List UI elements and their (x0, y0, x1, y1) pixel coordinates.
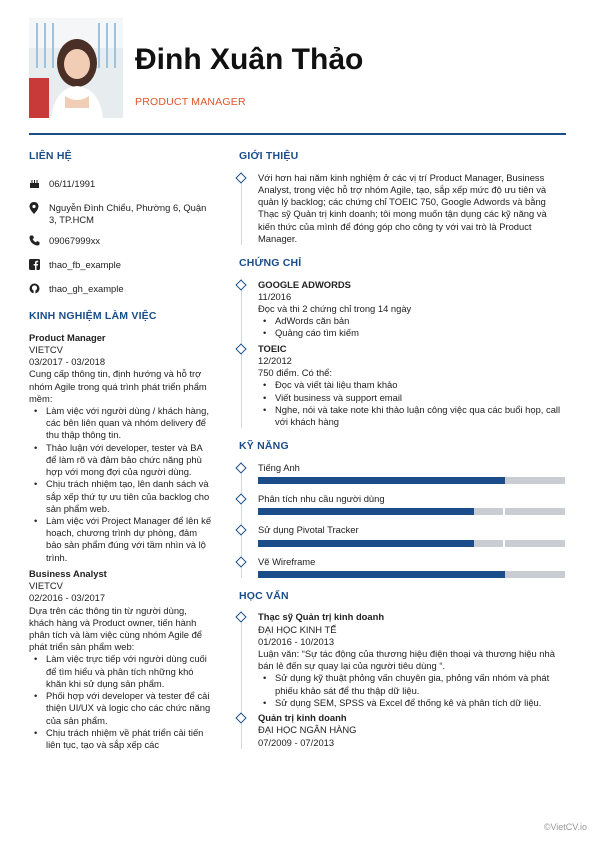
certificate-item (258, 343, 566, 429)
contact-list (29, 178, 214, 298)
certificate-bullet: • Đọc và viết tài liệu tham khảo (258, 379, 566, 391)
education-school: ĐẠI HỌC NGÂN HÀNG (258, 724, 357, 736)
certificate-bullet: • Nghe, nói và take note khi thảo luận công việc qua các buổi họp, call với khách hàng (258, 404, 566, 428)
certificate-name: GOOGLE ADWORDS (258, 278, 351, 290)
job-company: VIETCV (29, 343, 63, 355)
job-period: 03/2017 - 03/2018 (29, 356, 106, 368)
about-text: Với hơn hai năm kinh nghiệm ở các vị trí Product Manager, Business Analyst, trong việc hỗ trợ nhóm Agile, tạo, sắp xếp mức độ ưu tiên và quản lý backlog; các chứng chỉ TOEIC 750, Google Adwords và bằng Thạc sỹ Quản trị kinh doanh; tôi mong muốn tận dụng các kỹ năng và kiến thức của mình để đóng góp cho công ty với vai trò là Product Manager. (258, 171, 547, 244)
skill-label: Sử dụng Pivotal Tracker (258, 524, 359, 536)
job-bullet: • Thảo luận với developer, tester và BA để làm rõ và đảm bảo chức năng phù hợp với mong đợi của người dùng. (29, 442, 214, 479)
timeline-diamond-icon (235, 712, 246, 723)
education-period: 07/2009 - 07/2013 (258, 736, 335, 748)
education-school: ĐẠI HỌC KINH TẾ (258, 623, 337, 635)
skill-level-bar (258, 571, 567, 578)
certificate-description: Đọc và thi 2 chứng chỉ trong 14 ngày (258, 303, 412, 315)
contact-birthday (29, 178, 214, 193)
timeline-diamond-icon (235, 556, 246, 567)
skill-label: Vẽ Wireframe (258, 555, 316, 567)
skill-level-fill (258, 508, 474, 515)
job-company: VIETCV (29, 580, 63, 592)
certificate-name: TOEIC (258, 342, 287, 354)
education-section (239, 590, 566, 749)
skill-level-bar (258, 508, 567, 515)
skill-level-fill (258, 540, 474, 547)
job-bullets (29, 405, 214, 564)
job-bullet: • Làm việc với Project Manager để lên kế hoạch, chương trình dự phòng, đảm bảo sản phẩm đúng với tầm nhìn và lộ trình. (29, 515, 214, 564)
job-bullet: • Chịu trách nhiệm về phát triển cải tiến liên tục, tạo và sắp xếp các (29, 727, 214, 751)
education-item (258, 712, 566, 749)
skill-level-fill (258, 477, 505, 484)
job-period: 02/2016 - 03/2017 (29, 592, 106, 604)
certificate-bullets (258, 379, 566, 428)
skill-item (258, 524, 566, 546)
job-entry (29, 332, 214, 564)
certificate-bullet: • Quảng cáo tìm kiếm (258, 327, 566, 339)
education-description: Luận văn: “Sự tác động của thương hiệu điện thoại và thương hiệu nhà bán lẻ đến sự quay lại của người tiêu dùng “. (258, 648, 555, 672)
job-title: PRODUCT MANAGER (135, 96, 246, 108)
contact-phone (29, 235, 214, 250)
education-section-title: HỌC VẤN (239, 589, 289, 602)
skills-timeline (241, 462, 566, 578)
header-divider (29, 133, 566, 135)
timeline-diamond-icon (235, 279, 246, 290)
timeline-diamond-icon (235, 172, 246, 183)
right-column (239, 150, 566, 761)
job-bullets (29, 653, 214, 751)
contact-birthday-text: 06/11/1991 (49, 177, 96, 189)
certificates-section-title: CHỨNG CHỈ (239, 256, 302, 269)
left-column (29, 150, 214, 751)
skills-section (239, 440, 566, 578)
skill-label: Tiếng Anh (258, 461, 300, 473)
skill-label: Phân tích nhu cầu người dùng (258, 493, 385, 505)
education-period: 01/2016 - 10/2013 (258, 635, 335, 647)
certificate-bullet: • AdWords căn bản (258, 315, 566, 327)
job-entry (29, 568, 214, 751)
contact-address (29, 202, 214, 226)
skill-level-bar (258, 477, 567, 484)
candidate-name: Đinh Xuân Thảo (135, 43, 364, 76)
certificate-bullet: • Viết business và support email (258, 392, 566, 404)
job-bullet: • Chịu trách nhiệm tạo, lên danh sách và sắp xếp thứ tự ưu tiên của backlog cho sản phẩm web. (29, 478, 214, 515)
skill-item (258, 556, 566, 578)
certificates-timeline (241, 279, 566, 429)
about-section-title: GIỚI THIỆU (239, 150, 299, 162)
contact-github (29, 283, 214, 298)
timeline-diamond-icon (235, 462, 246, 473)
contact-address-text: Nguyễn Đình Chiểu, Phường 6, Quận 3, TP.HCM (49, 201, 207, 225)
certificate-date: 11/2016 (258, 290, 292, 302)
timeline-diamond-icon (235, 343, 246, 354)
certificate-description: 750 điểm. Có thể: (258, 367, 333, 379)
education-bullet: • Sử dụng SEM, SPSS và Excel để thống kê và phân tích dữ liệu. (258, 697, 566, 709)
job-description: Cung cấp thông tin, định hướng và hỗ trợ nhóm Agile trong quá trình phát triển phẩm mềm: (29, 368, 207, 404)
about-section (239, 150, 566, 245)
contact-section-title: LIÊN HỆ (29, 150, 72, 162)
skill-item (258, 462, 566, 484)
education-timeline (241, 611, 566, 748)
about-item (258, 172, 566, 245)
education-item (258, 611, 566, 709)
education-degree: Thạc sỹ Quản trị kinh doanh (258, 611, 385, 623)
certificate-bullets (258, 315, 566, 339)
education-degree: Quản trị kinh doanh (258, 712, 347, 724)
phone-icon (29, 235, 49, 250)
about-timeline (241, 172, 566, 245)
job-description: Dựa trên các thông tin từ người dùng, khách hàng và Product owner, tiến hành phân tích và làm việc cùng nhóm Agile để phát triển sản phẩm web: (29, 604, 203, 653)
skill-level-fill (258, 571, 505, 578)
watermark: ©VietCV.io (543, 822, 587, 833)
job-bullet: • Làm việc trực tiếp với người dùng cuối để tìm hiểu và phân tích những khó khăn khi sử dụng sản phẩm. (29, 653, 214, 690)
github-icon (29, 283, 49, 298)
birthday-cake-icon (29, 178, 49, 193)
education-bullet: • Sử dụng kỹ thuật phỏng vấn chuyên gia, phỏng vấn nhóm và phát phiếu khảo sát để thu thập dữ liệu. (258, 672, 566, 696)
job-role: Product Manager (29, 331, 106, 343)
certificate-item (258, 279, 566, 340)
facebook-icon (29, 259, 49, 274)
timeline-diamond-icon (235, 612, 246, 623)
skill-level-bar (258, 540, 567, 547)
profile-photo (29, 18, 123, 118)
contact-phone-text: 09067999xx (49, 235, 101, 247)
education-bullets (258, 672, 566, 709)
timeline-diamond-icon (235, 525, 246, 536)
contact-github-text: thao_gh_example (49, 283, 124, 295)
experience-section-title: KINH NGHIỆM LÀM VIỆC (29, 310, 157, 323)
job-bullet: • Phối hợp với developer và tester để cải thiện UI/UX và logic cho các chức năng của sản phẩm. (29, 690, 214, 727)
job-bullet: • Làm việc với người dùng / khách hàng, các bên liên quan và nhóm delivery để thu thập thông tin. (29, 405, 214, 442)
certificate-date: 12/2012 (258, 354, 292, 366)
timeline-diamond-icon (235, 493, 246, 504)
contact-facebook-text: thao_fb_example (49, 259, 121, 271)
skill-item (258, 493, 566, 515)
skills-section-title: KỸ NĂNG (239, 440, 289, 453)
certificates-section (239, 257, 566, 428)
location-pin-icon (29, 202, 49, 218)
contact-facebook (29, 259, 214, 274)
job-role: Business Analyst (29, 567, 107, 579)
